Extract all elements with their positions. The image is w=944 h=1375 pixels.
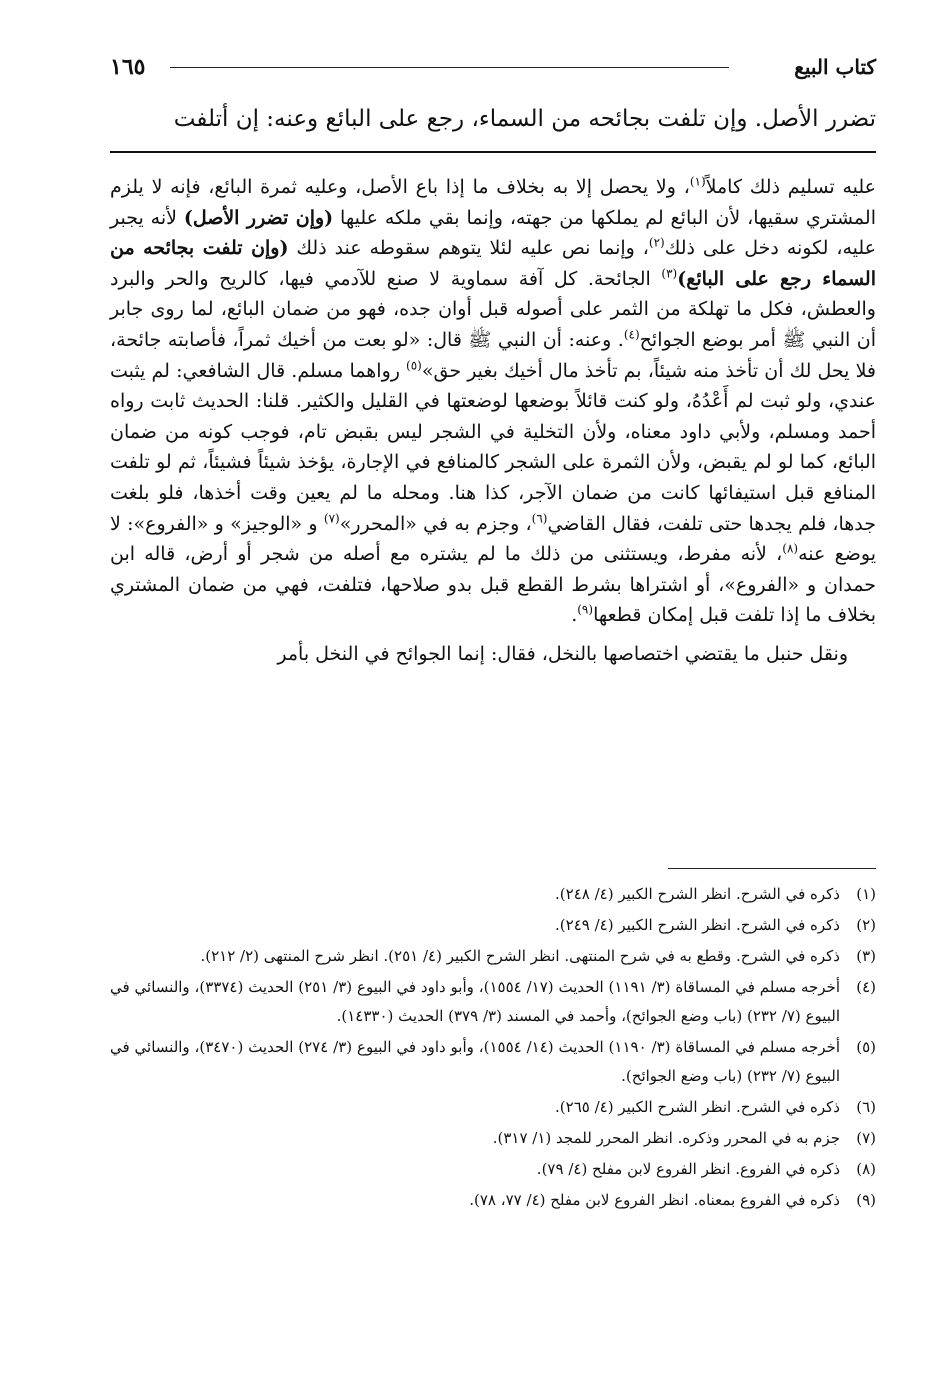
footnote-text: ذكره في الفروع. انظر الفروع لابن مفلح (٤/ ٧٩). bbox=[536, 1160, 840, 1178]
footnote-6 bbox=[110, 1093, 876, 1122]
paragraph-2: ونقل حنبل ما يقتضي اختصاصها بالنخل، فقال: إنما الجوائح في النخل بأمر bbox=[277, 642, 848, 665]
footnote-3 bbox=[110, 942, 876, 971]
body-text: ، ولا يحصل إلا به بخلاف ما إذا باع الأصل، وعليه ثمرة البائع، فإنه لا يلزم المشتري سقيها، لأن البائع لم يملكها من جهته، وإنما بقي ملكه عليها bbox=[110, 176, 876, 229]
footnote-text: ذكره في الفروع بمعناه. انظر الفروع لابن مفلح (٤/ ٧٧، ٧٨). bbox=[469, 1191, 840, 1209]
header-rule bbox=[170, 67, 729, 68]
footnote-4 bbox=[110, 973, 876, 1031]
matn-quote: (وإن تضرر الأصل) bbox=[183, 206, 334, 229]
body-text: . bbox=[571, 604, 578, 627]
body-text: عليه تسليم ذلك كاملاً bbox=[705, 176, 877, 198]
footnote-text: ذكره في الشرح. انظر الشرح الكبير (٤/ ٢٤٨). bbox=[555, 885, 840, 903]
footnote-ref-2: (٢) bbox=[648, 235, 665, 250]
matn-divider bbox=[110, 151, 876, 153]
footnote-number: (٤) bbox=[856, 978, 876, 996]
footnote-1 bbox=[110, 880, 876, 909]
footnote-7 bbox=[110, 1124, 876, 1153]
footnote-ref-7: (٧) bbox=[323, 511, 340, 526]
footnote-number: (٩) bbox=[856, 1191, 876, 1209]
footnote-text: ذكره في الشرح. انظر الشرح الكبير (٤/ ٢٦٥). bbox=[555, 1098, 840, 1116]
footnote-number: (١) bbox=[856, 885, 876, 903]
footnote-number: (٢) bbox=[856, 916, 876, 934]
matn-text: تضرر الأصل. وإن تلفت بجائحه من السماء، رجع على البائع وعنه: إن أتلفت bbox=[173, 106, 876, 132]
running-title: كتاب البيع bbox=[794, 55, 876, 79]
footnote-text: ذكره في الشرح. انظر الشرح الكبير (٤/ ٢٤٩). bbox=[555, 916, 840, 934]
footnote-ref-8: (٨) bbox=[782, 541, 799, 556]
footnote-ref-1: (١) bbox=[689, 174, 706, 189]
footnote-text: أخرجه مسلم في المساقاة (٣/ ١١٩١) الحديث (١٧/ ١٥٥٤)، وأبو داود في البيوع (٣/ ٢٥١) الحديث (٣٣٧٤)، والنسائي في البيوع (٧/ ٢٣٢) (باب وضع الجوائح)، وأحمد في المسند (٣/ ٣٧٩) الحديث (١٤٣٣٠). bbox=[110, 978, 840, 1025]
footnote-ref-3: (٣) bbox=[661, 266, 678, 281]
footnote-ref-4: (٤) bbox=[623, 327, 640, 342]
footnote-number: (٨) bbox=[856, 1160, 876, 1178]
footnote-number: (٥) bbox=[856, 1038, 876, 1056]
footnote-2 bbox=[110, 911, 876, 940]
footnote-number: (٣) bbox=[856, 947, 876, 965]
footnote-divider bbox=[668, 868, 876, 869]
matn-quote: (وإن تلفت بجائحه من السماء رجع على البائع) bbox=[110, 237, 876, 290]
footnote-8 bbox=[110, 1155, 876, 1184]
footnote-ref-5: (٥) bbox=[406, 358, 422, 373]
footnote-5 bbox=[110, 1033, 876, 1091]
footnote-9 bbox=[110, 1186, 876, 1215]
body-text: لأنه يجبر عليه، لكونه دخل على ذلك bbox=[110, 206, 876, 260]
footnote-ref-6: (٦) bbox=[531, 511, 548, 526]
footnote-text: ذكره في الشرح. وقطع به في شرح المنتهى. انظر الشرح الكبير (٤/ ٢٥١). انظر شرح المنتهى (٢/ ٢١٢). bbox=[200, 947, 840, 965]
body-text: الجائحة. كل آفة سماوية لا صنع للآدمي فيها، كالريح والحر والبرد والعطش، فكل ما تهلكة من الثمر على أصوله قبل أوان جده، فهو من ضمان البائع، لما روى جابر أن النبي ﷺ أمر بوضع الجوائح bbox=[110, 267, 876, 351]
footnote-text: أخرجه مسلم في المساقاة (٣/ ١١٩٠) الحديث (١٤/ ١٥٥٤)، وأبو داود في البيوع (٣/ ٢٧٤) الحديث (٣٤٧٠)، والنسائي في البيوع (٧/ ٢٣٢) (باب وضع الجوائح). bbox=[110, 1038, 840, 1085]
footnote-number: (٦) bbox=[856, 1098, 876, 1116]
footnote-text: جزم به في المحرر وذكره. انظر المحرر للمجد (١/ ٣١٧). bbox=[492, 1129, 840, 1147]
page-number: ١٦٥ bbox=[110, 54, 146, 80]
body-text: . وعنه: أن النبي ﷺ قال: «لو بعت من أخيك ثمراً، فأصابته جائحة، فلا يحل لك أن تأخذ منه شيئاً، بم تأخذ مال أخيك بغير حق» bbox=[110, 328, 876, 382]
paragraph-1 bbox=[110, 172, 876, 631]
commentary-body bbox=[110, 172, 876, 670]
footnotes bbox=[110, 880, 876, 1217]
footnote-number: (٧) bbox=[856, 1129, 876, 1147]
body-text: ، لأنه مفرط، ويستثنى من ذلك ما لم يشتره مع أصله من شجر أو أرض، قاله ابن حمدان و «الفروع»، أو اشتراها بشرط القطع قبل بدو صلاحها، فتلفت، فهي من ضمان المشتري بخلاف ما إذا تلفت قبل إمكان قطعها bbox=[110, 543, 876, 627]
body-text: رواهما مسلم. قال الشافعي: لم يثبت عندي، ولو ثبت لم أَعْدُهُ، ولو كنت قائلاً بوضعها لوضعتها في القليل والكثير. قلنا: الحديث ثابت رواه أحمد ومسلم، ولأبي داود معناه، ولأن التخلية في الشجر ليس بقبض تام، فوجب كونه من ضمان البائع، كما لو لم يقبض، ولأن الثمرة على الشجر كالمنافع في الإجارة، يؤخذ شيئاً فشيئاً، ثم لو تلفت المنافع قبل استيفائها كانت من ضمان الآجر، كذا هنا. ومحله ما لم يعين وقت أخذها، فلو بلغت جدها، فلم يجدها حتى تلفت، فقال القاضي bbox=[110, 359, 877, 535]
body-text: ، وإنما نص عليه لئلا يتوهم سقوطه عند ذلك bbox=[288, 237, 649, 260]
page-header bbox=[110, 40, 876, 80]
body-text: ، وجزم به في «المحرر» bbox=[339, 512, 532, 535]
body-text: و «الوجيز» و «الفروع»: لا يوضع عنه bbox=[110, 512, 876, 566]
footnote-ref-9: (٩) bbox=[577, 602, 594, 617]
